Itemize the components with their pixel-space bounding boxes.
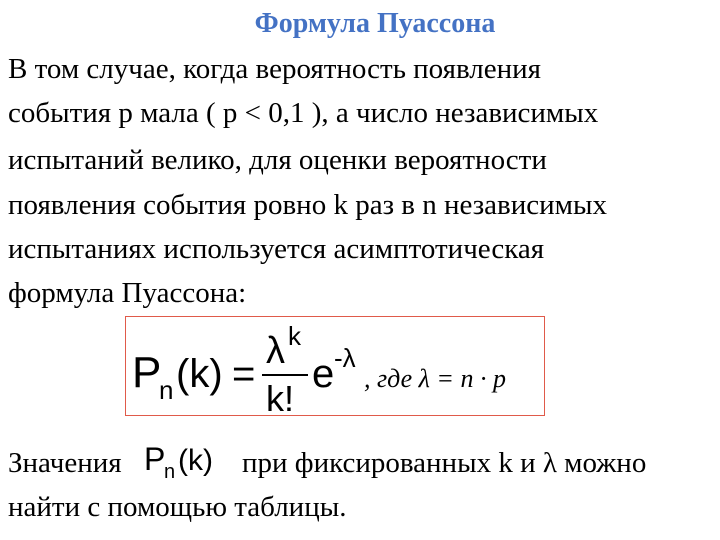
paragraph-line: испытаний велико, для оценки вероятности [8, 144, 547, 176]
paragraph-line: В том случае, когда вероятность появления [8, 53, 542, 85]
formula-e: e [312, 352, 335, 396]
inline-sub-n: n [164, 461, 176, 482]
formula-equals: = [232, 352, 256, 396]
inline-p: P [144, 441, 166, 477]
formula-exp-k: k [288, 321, 301, 351]
formula-k-factorial: k! [266, 378, 295, 417]
paragraph-line: формула Пуассона: [8, 277, 247, 309]
closing-line: найти с помощью таблицы. [8, 491, 347, 523]
formula-lambda: λ [266, 330, 285, 372]
inline-arg-k: (k) [178, 444, 213, 477]
paragraph-line: появления события ровно k раз в n независимых [8, 189, 607, 221]
formula-condition: , где λ = n · p [364, 364, 506, 393]
paragraph-line: события р мала ( р < 0,1 ), а число независимых [8, 97, 599, 129]
formula-exp-minus-lambda: -λ [334, 343, 356, 373]
slide-title: Формула Пуассона [254, 8, 496, 39]
values-label: Значения [8, 447, 122, 479]
poisson-formula [126, 317, 546, 417]
formula-sub-n: n [159, 375, 174, 405]
formula-p: P [132, 348, 162, 397]
inline-pn-formula [142, 440, 238, 482]
paragraph-line: испытаниях используется асимптотическая [8, 233, 545, 265]
poisson-formula-box [125, 316, 545, 416]
formula-arg-k: (k) [176, 352, 223, 396]
values-rest-line: при фиксированных k и λ можно [242, 447, 647, 479]
